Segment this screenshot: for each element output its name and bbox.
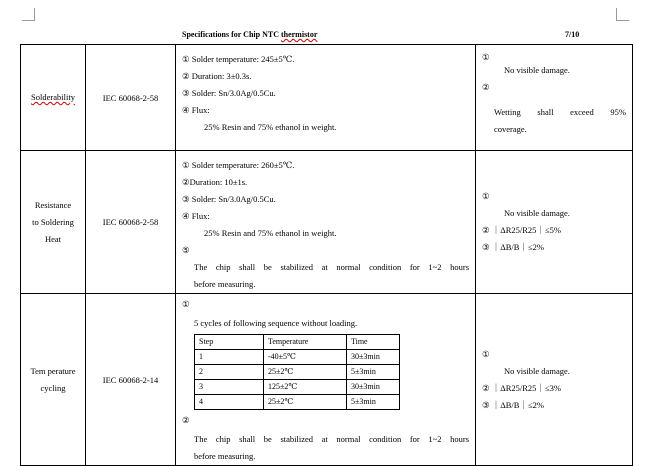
page-header — [0, 30, 650, 44]
table-row — [21, 151, 633, 294]
test-item-cell: Solderability — [21, 45, 86, 151]
standard-cell: IEC 60068-2-58 — [86, 45, 176, 151]
cycle-table-row: 4 25±2℃ 5±3min — [195, 395, 400, 410]
standard-cell: IEC 60068-2-14 — [86, 294, 176, 466]
table-row — [21, 294, 633, 466]
requirements-cell: ① No visible damage. ② ｜ΔR25/R25｜≤3% ③ ｜ΔB/B｜≤2% — [476, 294, 633, 466]
table-row — [21, 45, 633, 151]
test-item-cell: Tem perature cycling — [21, 294, 86, 466]
cycle-table — [194, 334, 400, 410]
cycle-table-row: 2 25±2℃ 5±3min — [195, 365, 400, 380]
conditions-cell: ① Solder temperature: 245±5℃. ② Duration: 3±0.3s. ③ Solder: Sn/3.0Ag/0.5Cu. ④ Flux: 25% Resin and 75% ethanol in weight. — [176, 45, 476, 151]
conditions-cell: ① Solder temperature: 260±5℃. ②Duration: 10±1s. ③ Solder: Sn/3.0Ag/0.5Cu. ④ Flux: 25% Resin and 75% ethanol in weight. ⑤ The chip shall be stabilized at normal condition for 1~2 hours before measuring. — [176, 151, 476, 294]
page-corner-mark — [616, 8, 629, 21]
page-corner-mark — [22, 8, 35, 21]
standard-cell: IEC 60068-2-58 — [86, 151, 176, 294]
requirements-cell: ① No visible damage. ② Wetting shall exceed 95% coverage. — [476, 45, 633, 151]
cycle-table-header: Step Temperature Time — [195, 335, 400, 350]
cycle-table-row: 3 125±2℃ 30±3min — [195, 380, 400, 395]
document-title: Specifications for Chip NTC thermistor — [182, 30, 318, 39]
conditions-cell: ① 5 cycles of following sequence without loading. Step Temperature Time 1 -40±5℃ 30±3min 2 25±2℃ 5±3min 3 125±2℃ 30±3min 4 25±2℃ 5±3min ② The chip shall be stabilized at normal condition for 1~2 hours before measuring. — [176, 294, 476, 466]
spellcheck-word: thermistor — [280, 30, 318, 39]
requirements-cell: ① No visible damage. ② ｜ΔR25/R25｜≤5% ③ ｜ΔB/B｜≤2% — [476, 151, 633, 294]
cycle-table-row: 1 -40±5℃ 30±3min — [195, 350, 400, 365]
page-number: 7/10 — [565, 30, 580, 39]
spec-table — [20, 44, 633, 466]
test-item-cell: Resistance to Soldering Heat — [21, 151, 86, 294]
